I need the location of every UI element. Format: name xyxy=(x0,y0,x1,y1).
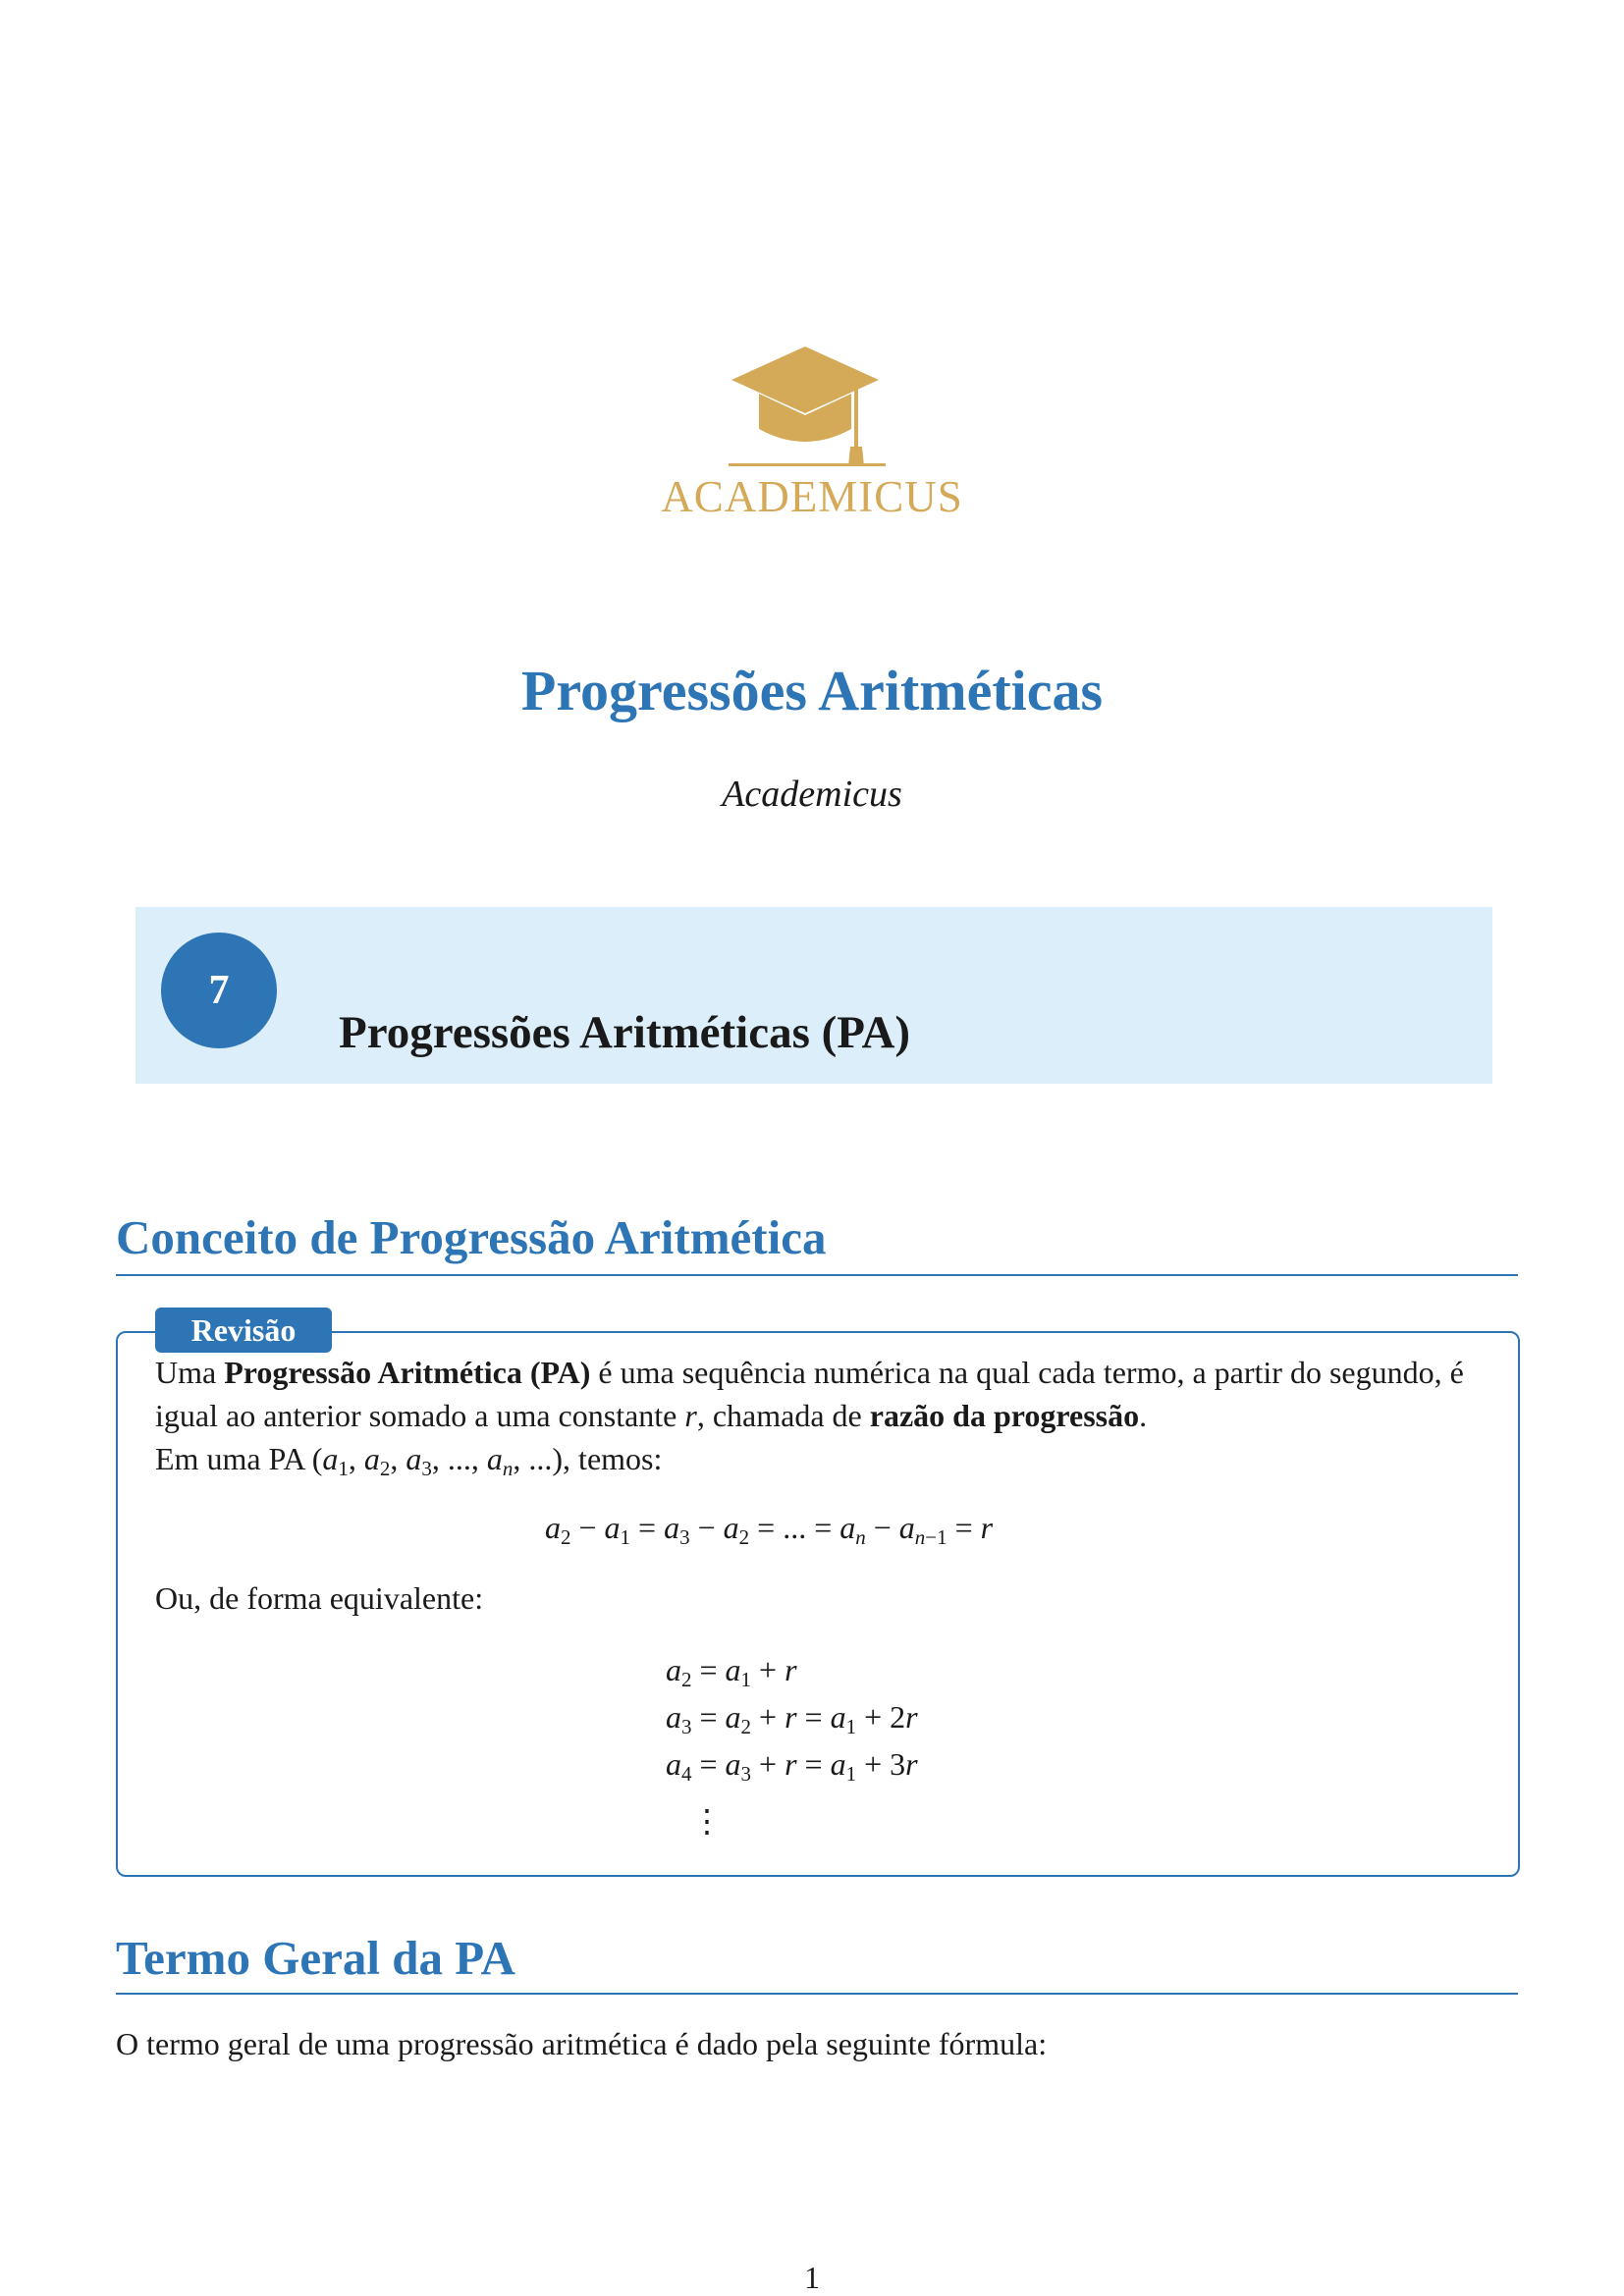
section-rule xyxy=(116,1274,1518,1276)
equation-line: $a_4 = a_3 + r = a_1 + 3r$ xyxy=(666,1746,918,1786)
page-number: 1 xyxy=(804,2260,820,2295)
document-author: Academicus xyxy=(722,774,902,815)
document-title: Progressões Aritméticas xyxy=(520,659,1104,722)
chapter-number-badge: 7 xyxy=(161,933,277,1048)
section-title-concept: Conceito de Progressão Aritmética xyxy=(116,1210,827,1264)
definition-paragraph: Uma Progressão Aritmética (PA) é uma sequência numérica na qual cada termo, a partir do segundo, é igual ao anterior somado a uma constante r, chamada de razão da progressão. Em uma PA ($a_1$, $a_2$, $a_3$, ..., $a_n$, ...), temos: xyxy=(155,1355,1464,1480)
equation-ratio: $a_2 - a_1 = a_3 - a_2$ = ... = $a_n - a_{n-1} = r$ xyxy=(545,1510,994,1549)
term-pa: Progressão Aritmética (PA) xyxy=(224,1355,591,1390)
general-term-text: O termo geral de uma progressão aritmética é dado pela seguinte fórmula: xyxy=(116,2026,1048,2061)
equivalent-text: Ou, de forma equivalente: xyxy=(155,1580,484,1616)
chapter-title: Progressões Aritméticas (PA) xyxy=(339,1007,911,1058)
term-ratio: razão da progressão xyxy=(869,1398,1140,1433)
equation-line: $a_3 = a_2 + r = a_1 + 2r$ xyxy=(666,1699,918,1738)
review-tag: Revisão xyxy=(155,1308,332,1353)
vertical-ellipsis: ⋮ xyxy=(691,1803,723,1839)
section-title-general-term: Termo Geral da PA xyxy=(116,1931,515,1985)
logo-text: ACADEMICUS xyxy=(661,472,963,521)
section-rule xyxy=(116,1993,1518,1995)
equation-line: $a_2 = a_1 + r$ xyxy=(666,1652,797,1691)
